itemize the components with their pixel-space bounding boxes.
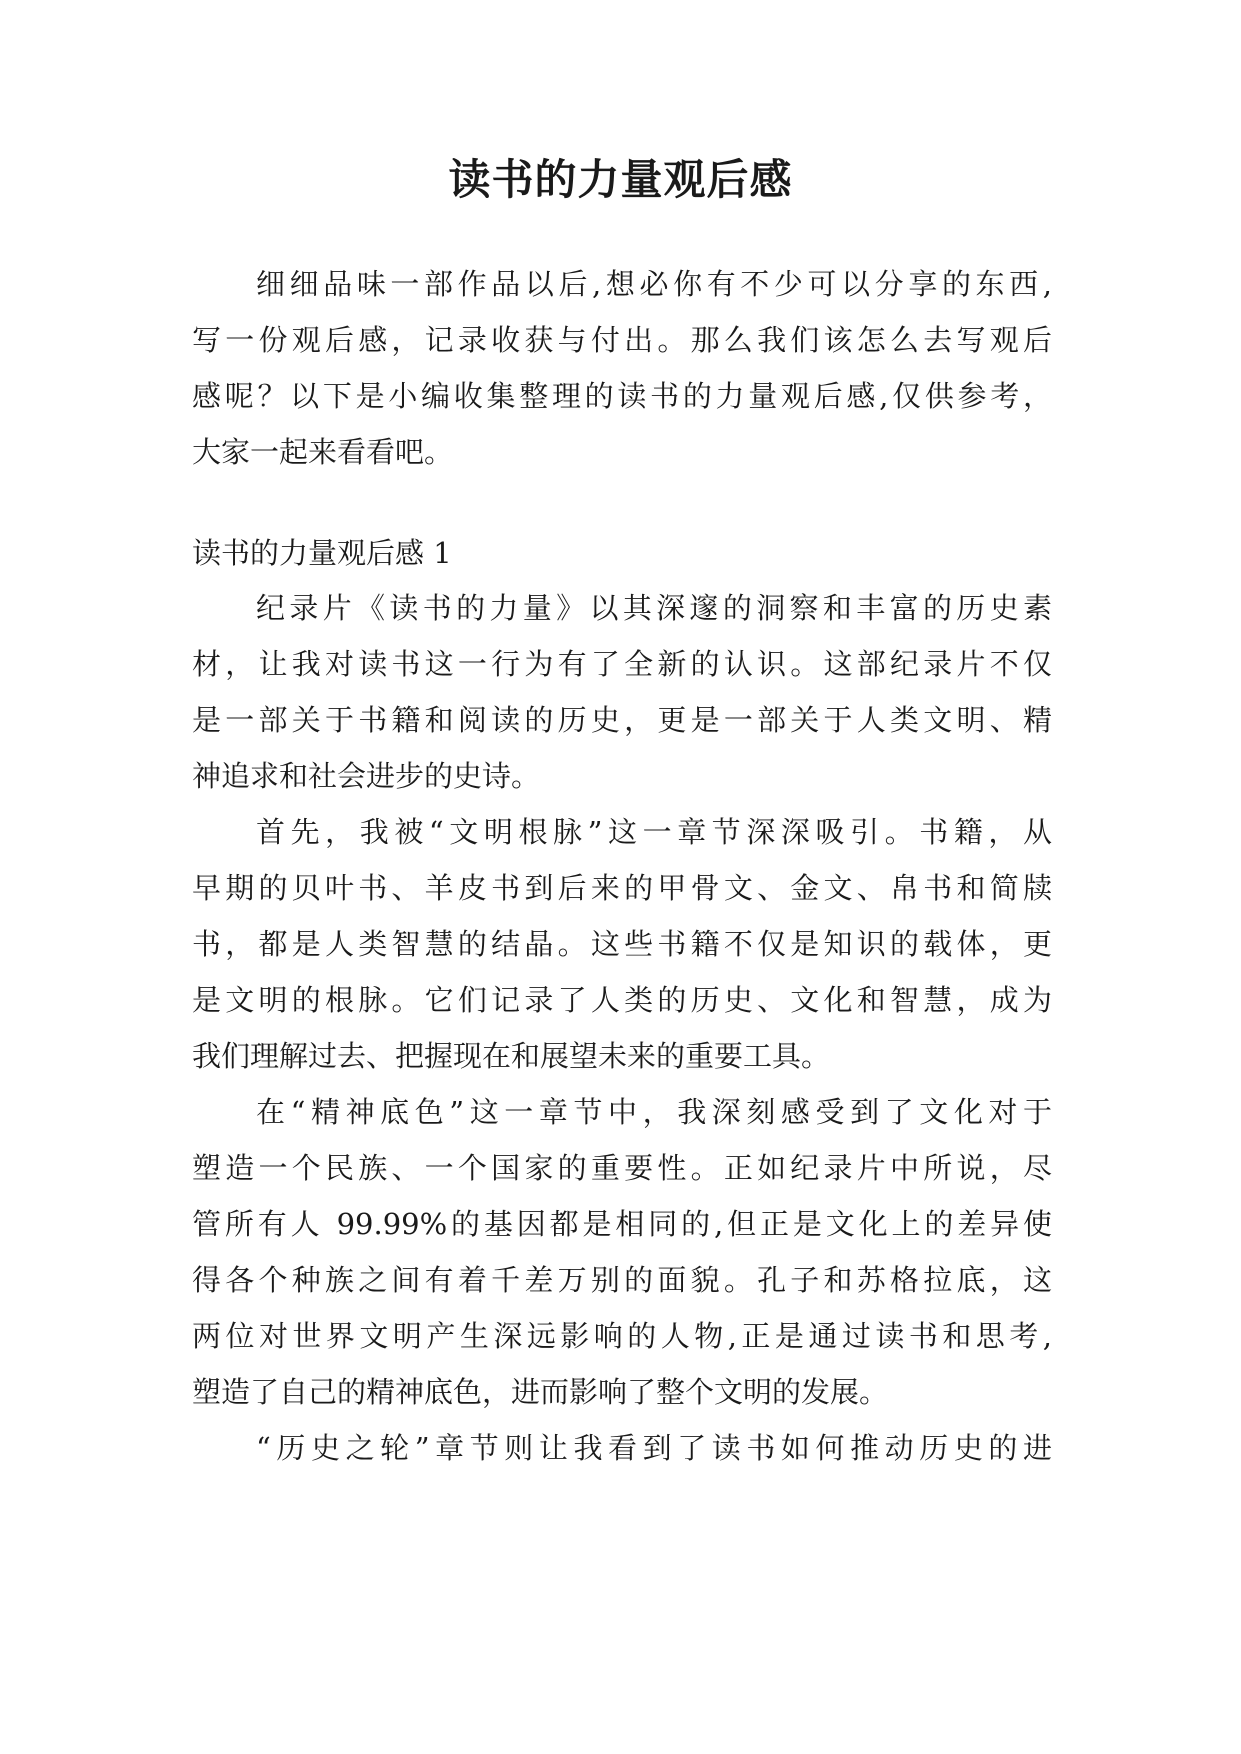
intro-line: 感呢？以下是小编收集整理的读书的力量观后感,仅供参考， — [192, 379, 1052, 413]
document-title: 读书的力量观后感 — [448, 155, 793, 204]
paragraph-line: 我们理解过去、把握现在和展望未来的重要工具。 — [192, 1039, 831, 1073]
intro-line: 大家一起来看看吧。 — [192, 435, 454, 469]
intro-line: 细细品味一部作品以后,想必你有不少可以分享的东西, — [256, 267, 1052, 301]
paragraph-line: 早期的贝叶书、羊皮书到后来的甲骨文、金文、帛书和简牍 — [192, 871, 1052, 905]
paragraph-line: 神追求和社会进步的史诗。 — [192, 759, 541, 793]
paragraph-line: 纪录片《读书的力量》以其深邃的洞察和丰富的历史素 — [256, 591, 1052, 625]
paragraph-line: 是文明的根脉。它们记录了人类的历史、文化和智慧，成为 — [192, 983, 1052, 1017]
paragraph-line: 材，让我对读书这一行为有了全新的认识。这部纪录片不仅 — [192, 647, 1052, 681]
paragraph-line: 在“精神底色”这一章节中，我深刻感受到了文化对于 — [256, 1095, 1052, 1129]
paragraph-line: 得各个种族之间有着千差万别的面貌。孔子和苏格拉底，这 — [192, 1263, 1052, 1297]
paragraph-line: 两位对世界文明产生深远影响的人物,正是通过读书和思考, — [192, 1319, 1052, 1353]
paragraph-line: 书，都是人类智慧的结晶。这些书籍不仅是知识的载体，更 — [192, 927, 1052, 961]
paragraph-line: 塑造了自己的精神底色，进而影响了整个文明的发展。 — [192, 1375, 889, 1409]
paragraph-line: 塑造一个民族、一个国家的重要性。正如纪录片中所说，尽 — [192, 1151, 1052, 1185]
intro-line: 写一份观后感，记录收获与付出。那么我们该怎么去写观后 — [192, 323, 1052, 357]
section-heading: 读书的力量观后感 1 — [192, 536, 452, 570]
paragraph-line: 首先，我被“文明根脉”这一章节深深吸引。书籍，从 — [256, 815, 1052, 849]
paragraph-line: “历史之轮”章节则让我看到了读书如何推动历史的进 — [256, 1431, 1052, 1465]
paragraph-line: 是一部关于书籍和阅读的历史，更是一部关于人类文明、精 — [192, 703, 1052, 737]
paragraph-line: 管所有人 99.99%的基因都是相同的,但正是文化上的差异使 — [192, 1207, 1052, 1241]
